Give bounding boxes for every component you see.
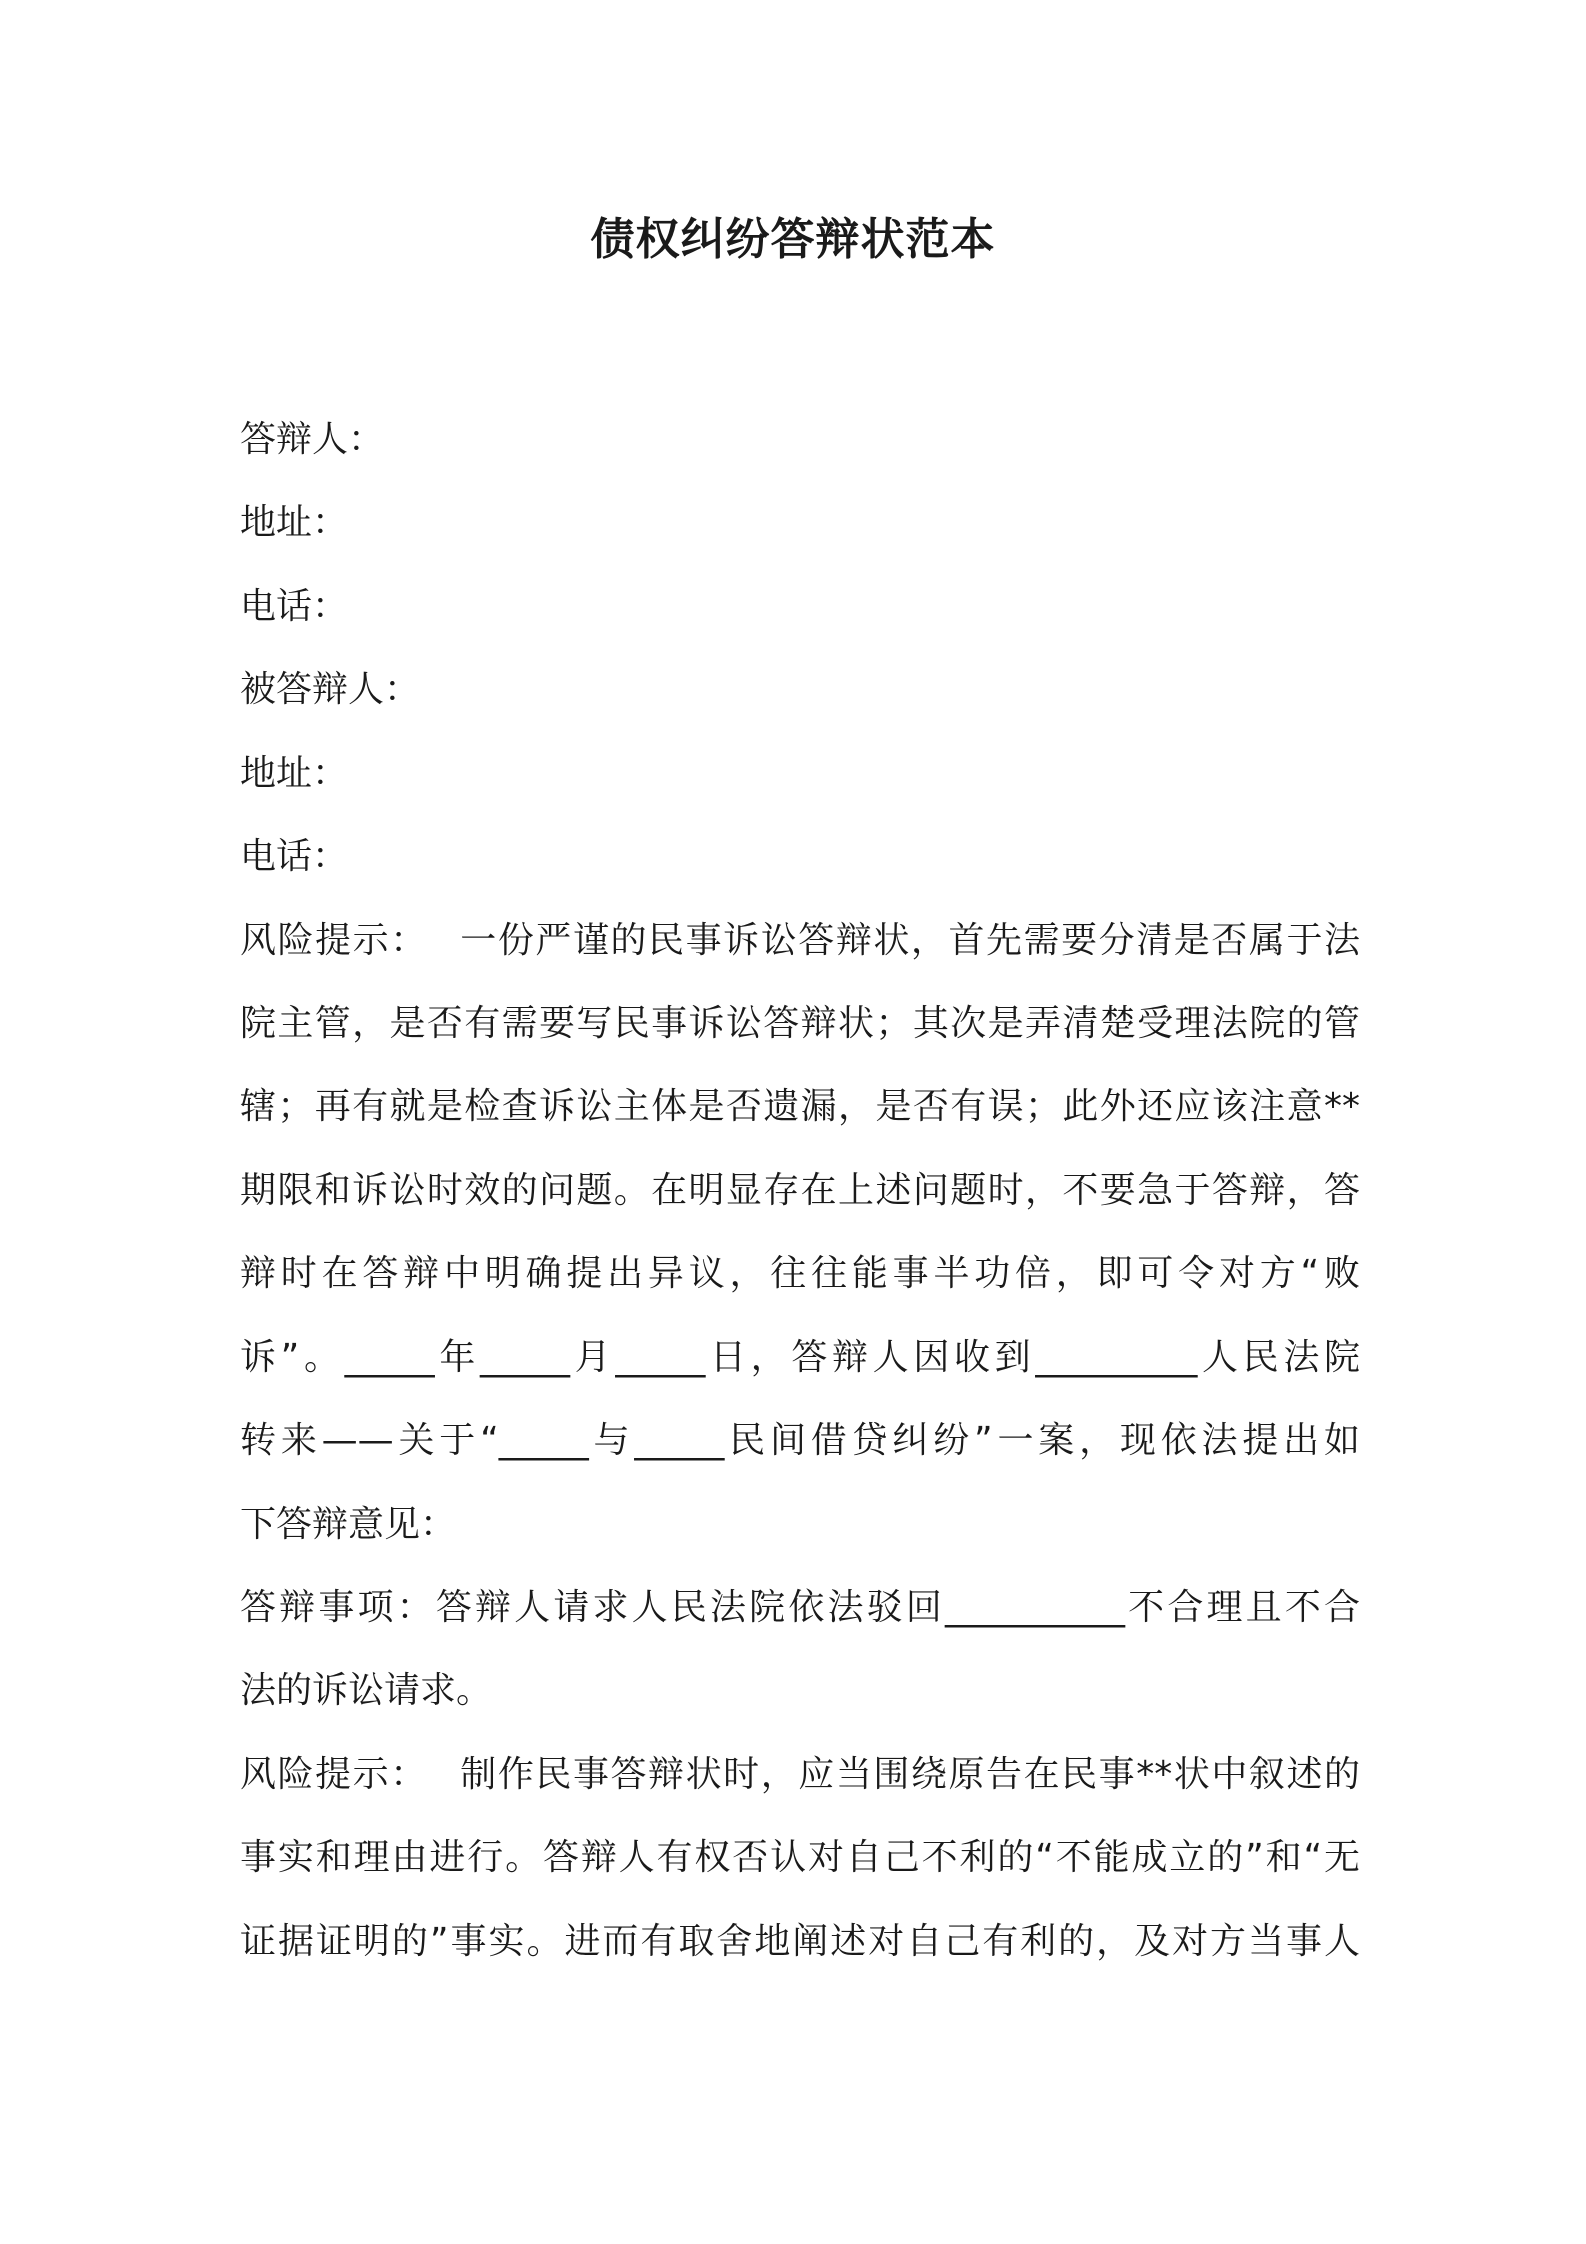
body-line: 诉”。_____年_____月_____日，答辩人因收到_________人民法院: [240, 1337, 1360, 1378]
body-line: 证据证明的”事实。进而有取舍地阐述对自己有利的，及对方当事人: [240, 1921, 1360, 1962]
respondent-field: 答辩人：: [240, 419, 385, 460]
body-line: 风险提示： 制作民事答辩状时，应当围绕原告在民事**状中叙述的: [240, 1754, 1360, 1795]
body-line: 辖；再有就是检查诉讼主体是否遗漏，是否有误；此外还应该注意**: [240, 1086, 1360, 1127]
body-line: 辩时在答辩中明确提出异议，往往能事半功倍，即可令对方“败: [240, 1253, 1360, 1294]
body-line: 院主管，是否有需要写民事诉讼答辩状；其次是弄清楚受理法院的管: [240, 1003, 1360, 1044]
body-line: 下答辩意见：: [240, 1504, 457, 1545]
body-line: 法的诉讼请求。: [240, 1670, 493, 1711]
body-line: 转来——关于“_____与_____民间借贷纠纷”一案，现依法提出如: [240, 1420, 1360, 1461]
plaintiff-address-field: 地址：: [240, 753, 349, 794]
plaintiff-phone-field: 电话：: [240, 836, 349, 877]
respondent-phone-field: 电话：: [240, 586, 349, 627]
body-line: 答辩事项：答辩人请求人民法院依法驳回__________不合理且不合: [240, 1587, 1360, 1628]
body-line: 风险提示： 一份严谨的民事诉讼答辩状，首先需要分清是否属于法: [240, 920, 1360, 961]
document-title: 债权纠纷答辩状范本: [590, 214, 996, 265]
respondent-address-field: 地址：: [240, 502, 349, 543]
body-line: 期限和诉讼时效的问题。在明显存在上述问题时，不要急于答辩，答: [240, 1170, 1360, 1211]
body-line: 事实和理由进行。答辩人有权否认对自己不利的“不能成立的”和“无: [240, 1837, 1360, 1878]
plaintiff-field: 被答辩人：: [240, 669, 421, 710]
